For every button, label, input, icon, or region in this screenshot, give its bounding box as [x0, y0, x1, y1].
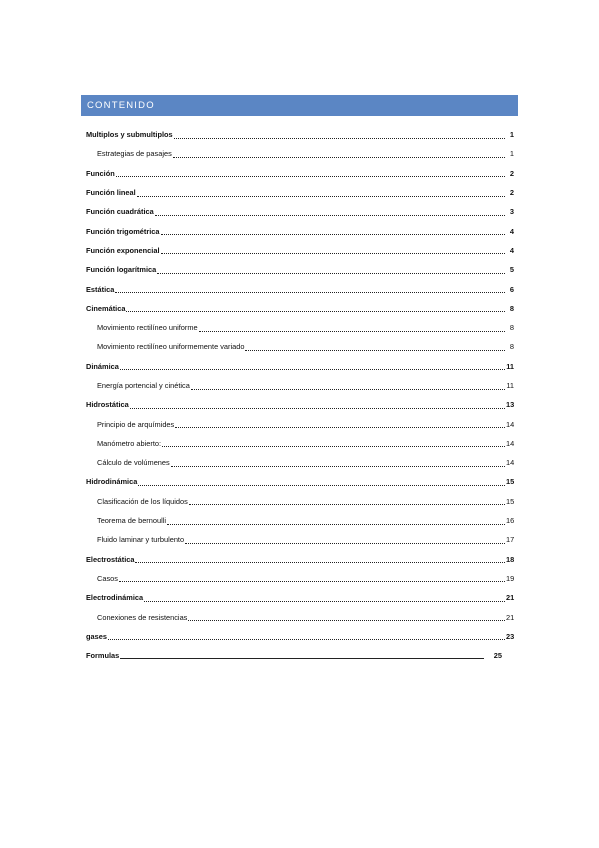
dot-leader [115, 283, 505, 293]
toc-entry-page: 21 [506, 593, 515, 603]
toc-entry-page: 3 [509, 207, 514, 217]
toc-entry-mru[interactable] [86, 318, 518, 337]
dot-leader [120, 360, 505, 370]
toc-entry-hidrostatica[interactable] [86, 395, 518, 414]
toc-entry-title: Función lineal [86, 188, 136, 198]
dot-leader [173, 148, 505, 158]
toc-entry-funcion-cuadratica[interactable] [86, 202, 518, 221]
toc-entry-page: 6 [509, 284, 514, 294]
dot-leader [188, 611, 505, 621]
dot-leader [137, 187, 505, 197]
toc-entry-multiplos[interactable] [86, 125, 518, 144]
toc-entry-title: Hidrostática [86, 400, 129, 410]
toc-entry-conexiones[interactable] [86, 607, 518, 626]
toc-entry-bernoulli[interactable] [86, 511, 518, 530]
toc-entry-manometro[interactable] [86, 434, 518, 453]
toc-entry-page: 15 [506, 477, 515, 487]
toc-entry-title: Movimiento rectilíneo uniforme [97, 323, 198, 333]
dot-leader [138, 476, 505, 486]
toc-entry-page: 21 [506, 612, 515, 622]
dot-leader [119, 572, 505, 582]
toc-entry-page: 11 [506, 381, 514, 390]
dot-leader [191, 380, 505, 390]
toc-entry-page: 17 [506, 535, 515, 545]
toc-entry-page: 8 [509, 303, 514, 313]
toc-entry-hidrodinamica[interactable] [86, 472, 518, 491]
toc-entry-page: 16 [506, 516, 515, 526]
toc-entry-title: Cinemática [86, 303, 126, 313]
dot-leader [130, 399, 505, 409]
dot-leader [245, 341, 505, 351]
toc-entry-title: Formulas [86, 651, 120, 661]
toc-entry-page: 4 [509, 226, 514, 236]
toc-entry-title: Manómetro abierto: [97, 438, 162, 448]
toc-entry-energia[interactable] [86, 376, 518, 395]
dot-leader [157, 264, 505, 274]
toc-entry-estatica[interactable] [86, 279, 518, 298]
toc-entry-title: Clasificación de los líquidos [97, 496, 188, 506]
toc-entry-page: 1 [509, 149, 514, 159]
toc-entry-arquimides[interactable] [86, 414, 518, 433]
toc-entry-page: 8 [509, 342, 514, 352]
toc-entry-funcion-trigometrica[interactable] [86, 221, 518, 240]
toc-entry-title: Función trigométrica [86, 226, 160, 236]
toc-entry-title: Estática [86, 284, 115, 294]
dot-leader [116, 167, 505, 177]
toc-entry-title: Casos [97, 573, 118, 583]
toc-entry-fluido[interactable] [86, 530, 518, 549]
toc-entry-page: 14 [506, 458, 515, 468]
toc-entry-page: 2 [509, 168, 514, 178]
dot-leader [126, 302, 505, 312]
toc-entry-page: 8 [509, 323, 514, 333]
toc-entry-title: Dinámica [86, 361, 119, 371]
dot-leader [162, 437, 505, 447]
toc-entry-gases[interactable] [86, 627, 518, 646]
toc-entry-page: 1 [509, 130, 514, 140]
toc-entry-dinamica[interactable] [86, 357, 518, 376]
toc-entry-page: 23 [506, 631, 515, 641]
toc-entry-title: Cálculo de volúmenes [97, 458, 170, 468]
toc-entry-page: 18 [506, 554, 515, 564]
toc-entry-funcion[interactable] [86, 164, 518, 183]
toc-entry-title: Hidrodinámica [86, 477, 138, 487]
toc-entry-page: 4 [509, 245, 514, 255]
toc-entry-title: Función logarítmica [86, 265, 157, 275]
toc-entry-page: 25 [493, 651, 502, 661]
dot-leader [174, 129, 505, 139]
toc-entry-funcion-lineal[interactable] [86, 183, 518, 202]
dot-leader [161, 225, 505, 235]
toc-entry-title: Teorema de bernoulli [97, 516, 167, 526]
toc-entry-title: gases [86, 631, 107, 641]
toc-entry-title: Fluido laminar y turbulento [97, 535, 185, 545]
toc-entry-page: 5 [509, 265, 514, 275]
dot-leader [161, 244, 505, 254]
toc-entry-title: Multiplos y submultiplos [86, 130, 173, 140]
dot-leader [155, 206, 505, 216]
toc-entry-mruv[interactable] [86, 337, 518, 356]
toc-entry-title: Función [86, 168, 115, 178]
dot-leader [144, 592, 505, 602]
toc-entry-title: Función exponencial [86, 245, 160, 255]
toc-entry-title: Conexiones de resistencias [97, 612, 188, 622]
toc-entry-volumenes[interactable] [86, 453, 518, 472]
toc-entry-page: 11 [506, 361, 514, 371]
dot-leader [120, 650, 484, 659]
toc-list [86, 125, 518, 665]
dot-leader [135, 553, 505, 563]
dot-leader [108, 630, 505, 640]
toc-entry-cinematica[interactable] [86, 299, 518, 318]
toc-entry-title: Principio de arquímides [97, 419, 175, 429]
dot-leader [185, 534, 505, 544]
toc-entry-estrategias[interactable] [86, 144, 518, 163]
dot-leader [199, 322, 505, 332]
toc-entry-page: 13 [506, 400, 515, 410]
toc-entry-funcion-exponencial[interactable] [86, 241, 518, 260]
toc-entry-title: Movimiento rectilíneo uniformemente variado [97, 342, 245, 352]
toc-entry-page: 2 [509, 188, 514, 198]
toc-entry-electrostatica[interactable] [86, 550, 518, 569]
toc-entry-page: 14 [506, 438, 515, 448]
toc-entry-title: Estrategias de pasajes [97, 149, 172, 159]
toc-entry-title: Energía portencial y cinética [97, 381, 190, 390]
dot-leader [189, 495, 505, 505]
toc-entry-page: 19 [506, 573, 515, 583]
toc-entry-title: Función cuadrática [86, 207, 154, 217]
toc-entry-title: Electrodinámica [86, 593, 144, 603]
dot-leader [175, 418, 505, 428]
toc-heading: CONTENIDO [81, 95, 518, 116]
dot-leader [171, 457, 505, 467]
toc-entry-formulas[interactable] [86, 646, 506, 665]
toc-entry-page: 14 [506, 419, 515, 429]
toc-entry-funcion-logaritmica[interactable] [86, 260, 518, 279]
toc-entry-clasificacion[interactable] [86, 492, 518, 511]
toc-entry-electrodinamica[interactable] [86, 588, 518, 607]
toc-entry-title: Electrostática [86, 554, 135, 564]
toc-entry-page: 15 [506, 496, 515, 506]
toc-entry-casos[interactable] [86, 569, 518, 588]
dot-leader [167, 515, 505, 525]
